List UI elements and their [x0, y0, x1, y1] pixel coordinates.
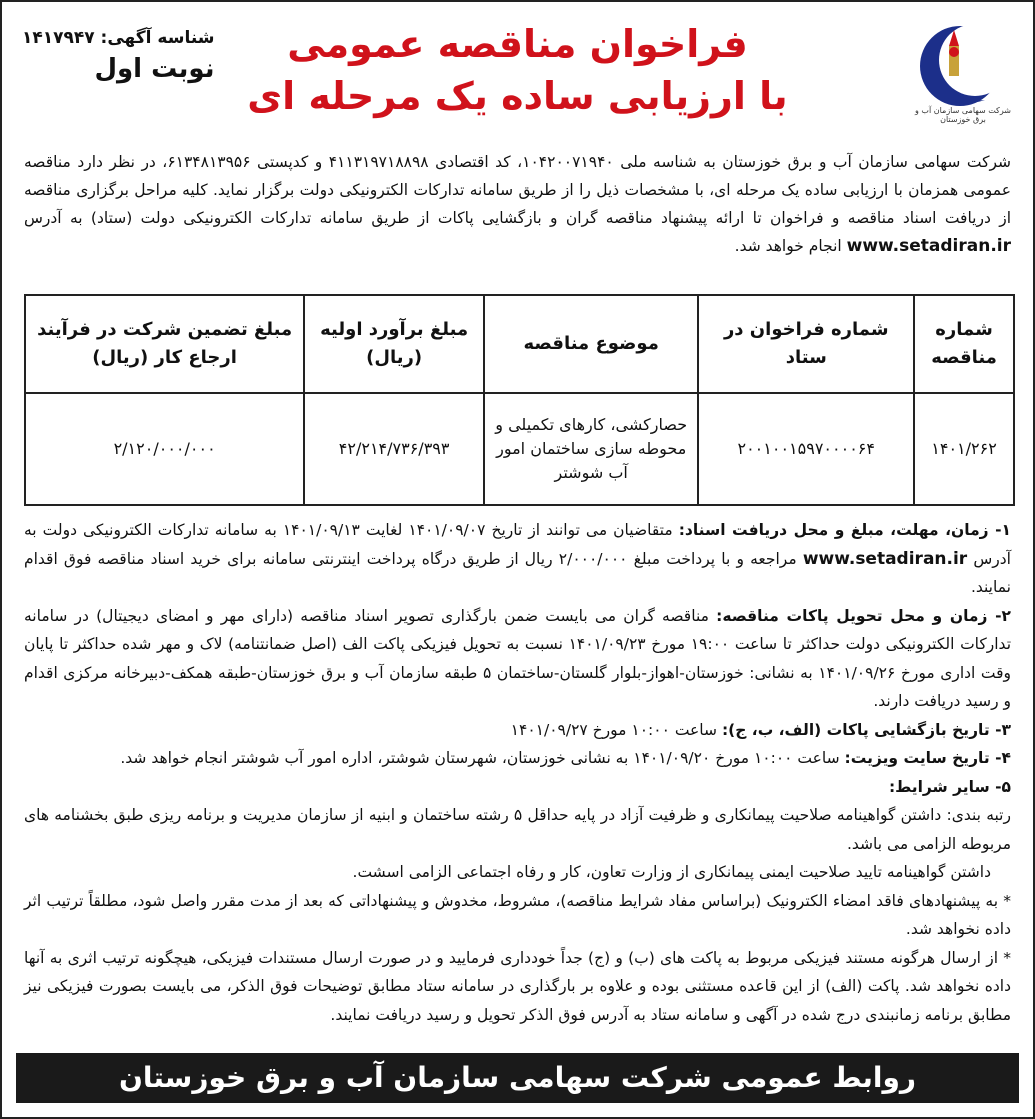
cell-setad-number: ۲۰۰۱۰۰۱۵۹۷۰۰۰۰۶۴ — [698, 393, 914, 505]
section-4-text: ساعت ۱۰:۰۰ مورخ ۱۴۰۱/۰۹/۲۰ به نشانی خوزستان، شهرستان شوشتر، اداره امور آب شوشتر انجام خواهد شد. — [120, 749, 840, 767]
condition-rating: رتبه بندی: داشتن گواهینامه صلاحیت پیمانکاری و ظرفیت آزاد در پایه حداقل ۵ رشته ساختمان و ابنیه از سازمان مدیریت و برنامه ریزی طبق بخشنامه های مربوطه الزامی می باشد. — [24, 806, 1011, 853]
header-tender-number: شماره مناقصه — [914, 295, 1014, 393]
condition-physical-docs: * از ارسال هرگونه مستند فیزیکی مربوط به پاکت های (ب) و (ج) جداً خودداری فرمایید و در صورت ارسال مستندات فیزیکی، هیچگونه ترتیب اثری به آنها داده نخواهد شد. پاکت (الف) از این قاعده مستثنی بوده و علاوه بر بارگذاری در سامانه ستاد مطابق توضیحات فوق الذکر، می بایست بصورت فیزیکی نیز مطابق برنامه زمانبندی درج شده در آگهی و سامانه ستاد به آدرس فوق الذکر تحویل و رسید دریافت نمایند. — [24, 948, 1011, 1024]
section-1-text-2: مراجعه و با پرداخت مبلغ ۲/۰۰۰/۰۰۰ ریال از طریق درگاه پرداخت اینترنتی سامانه برای خرید اسناد مناقصه فوق اقدام نمایند. — [24, 549, 1011, 596]
section-3-title: ۳- تاریخ بازگشایی پاکات (الف، ب، ج): — [721, 720, 1011, 739]
section-4-title: ۴- تاریخ سایت ویزیت: — [844, 749, 1011, 767]
footer-banner: روابط عمومی شرکت سهامی سازمان آب و برق خوزستان — [16, 1053, 1019, 1103]
condition-signature: * به پیشنهادهای فاقد امضاء الکترونیک (براساس مفاد شرایط مناقصه)، مشروط، مخدوش و پیشنهاداتی که بعد از مدت مقرر واصل شود، مطلقاً ترتیب اثر داده نخواهد شد. — [24, 891, 1011, 938]
section-2-text: مناقصه گران می بایست ضمن بارگذاری تصویر اسناد مناقصه (دارای مهر و امضای دیجیتال) در سامانه تدارکات الکترونیکی دولت حداکثر تا ساعت ۱۹:۰۰ مورخ ۱۴۰۱/۰۹/۲۳ نسبت به تحویل فیزیکی پاکت الف (اصل ضمانتنامه) لاک و مهر شده حداکثر تا پایان وقت اداری مورخ ۱۴۰۱/۰۹/۲۶ به نشانی: خوزستان-اهواز-بلوار گلستان-ساختمان ۵ طبقه سازمان آب و برق خوزستان-طبقه همکف-دبیرخانه مرکزی اقدام و رسید دریافت دارند. — [24, 606, 1012, 710]
header-setad-number: شماره فراخوان در ستاد — [698, 295, 914, 393]
section-5 — [24, 773, 1011, 802]
section-1-title: ۱- زمان، مهلت، مبلغ و محل دریافت اسناد: — [678, 521, 1011, 539]
section-1-text: متقاضیان می توانند از تاریخ ۱۴۰۱/۰۹/۰۷ لغایت ۱۴۰۱/۰۹/۱۳ به سامانه تدارکات الکترونیکی دولت به آدرس — [24, 521, 1011, 568]
ad-id: شناسه آگهی: ۱۴۱۷۹۴۷ — [22, 28, 215, 48]
intro-url-link[interactable]: www.setadiran.ir — [846, 236, 1011, 256]
logo-caption: شرکت سهامی سازمان آب و برق خوزستان — [915, 106, 1011, 124]
tender-table — [24, 294, 1015, 506]
section-2-title: ۲- زمان و محل تحویل پاکات مناقصه: — [716, 606, 1011, 625]
table-header-row — [25, 295, 1014, 393]
intro-paragraph — [2, 142, 1033, 278]
conditions — [24, 516, 1011, 1029]
condition-safety: داشتن گواهینامه تایید صلاحیت ایمنی پیمانکاری از وزارت تعاون، کار و رفاه اجتماعی الزامی اسشت. — [352, 863, 991, 881]
round-label: نوبت اول — [94, 54, 215, 84]
table-row — [25, 393, 1014, 505]
section-1-url-link[interactable]: www.setadiran.ir — [802, 548, 968, 569]
section-3 — [24, 716, 1011, 745]
title-line-1: فراخوان مناقصه عمومی — [287, 22, 748, 66]
ad-meta — [22, 28, 214, 84]
section-4 — [24, 744, 1011, 773]
cell-subject: حصارکشی، کارهای تکمیلی و محوطه سازی ساختمان امور آب شوشتر — [484, 393, 698, 505]
header-subject: موضوع مناقصه — [484, 295, 698, 393]
intro-text: شرکت سهامی سازمان آب و برق خوزستان به شناسه ملی ۱۰۴۲۰۰۷۱۹۴۰، کد اقتصادی ۴۱۱۳۱۹۷۱۸۸۹۸ و کدپستی ۶۱۳۴۸۱۳۹۵۶، در نظر دارد مناقصه عمومی همزمان با ارزیابی ساده یک مرحله ای، با مشخصات ذیل را از طریق سامانه تدارکات الکترونیکی دولت برگزار نماید. کلیه مراحل برگزاری مناقصه از دریافت اسناد مناقصه و فراخوان تا ارائه پیشنهاد مناقصه گران و بازگشایی پاکات از طریق سامانه تدارکات الکترونیکی دولت (ستاد) به آدرس — [24, 153, 1012, 227]
intro-tail: انجام خواهد شد. — [734, 237, 842, 255]
cell-tender-number: ۱۴۰۱/۲۶۲ — [914, 393, 1014, 505]
cell-estimate: ۴۲/۲۱۴/۷۳۶/۳۹۳ — [304, 393, 484, 505]
section-5-title: ۵- سایر شرایط: — [888, 777, 1011, 796]
cell-guarantee: ۲/۱۲۰/۰۰۰/۰۰۰ — [25, 393, 304, 505]
section-2 — [24, 602, 1011, 716]
header — [2, 2, 1033, 142]
section-1 — [24, 516, 1011, 602]
title-line-2: با ارزیابی ساده یک مرحله ای — [247, 74, 788, 118]
section-3-text: ساعت ۱۰:۰۰ مورخ ۱۴۰۱/۰۹/۲۷ — [510, 720, 718, 739]
header-guarantee: مبلغ تضمین شرکت در فرآیند ارجاع کار (ریال) — [25, 295, 304, 393]
header-estimate: مبلغ برآورد اولیه (ریال) — [304, 295, 484, 393]
